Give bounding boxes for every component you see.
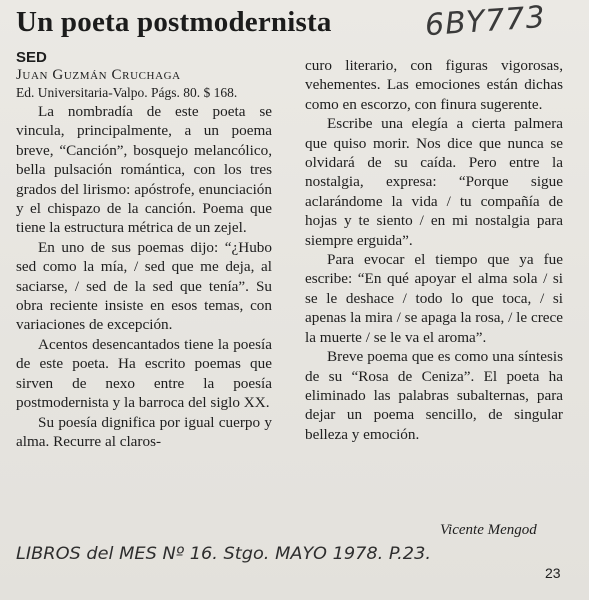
paragraph: La nombradía de este poeta se vincula, principalmente, a un poema breve, “Canción”, bosquejo melancólico, bella pulsación romántica, con los tres grados del lirismo: apóstrofe, enunciación y el chispazo de la canción. Poema que tiene la estructura métrica de un zejel. xyxy=(16,103,272,237)
right-column xyxy=(305,56,563,444)
paragraph: Breve poema que es como una síntesis de su “Rosa de Ceniza”. El poeta ha eliminado las palabras subalternas, para dejar un poema sencillo, de singular belleza y emoción. xyxy=(305,348,563,443)
left-column xyxy=(16,50,272,451)
paragraph: Escribe una elegía a cierta palmera que quiso morir. Nos dice que nunca se olvidará de su caída. Pero entre la nostalgia, expresa: “Porque sigue aclarándome la vida / tu compañía de hojas y te siento / en mi nostalgia para siempre erguida”. xyxy=(305,115,563,249)
paragraph: Para evocar el tiempo que ya fue escribe: “En qué apoyar el alma sola / si se le deshace / todo lo que toca, / si apenas la mira / se apaga la rosa, / le crece la muerte / se le va el aroma”. xyxy=(305,251,563,346)
page-number: 23 xyxy=(545,565,561,581)
handwritten-note-text: LIBROS del MES Nº 16. Stgo. MAYO 1978. P.23. xyxy=(16,544,431,564)
handwritten-catalog-number: 6BY773 xyxy=(423,0,547,44)
paragraph: Su poesía dignifica por igual cuerpo y alma. Recurre al claros- xyxy=(16,413,272,450)
paragraph: En uno de sus poemas dijo: “¿Hubo sed como la mía, / sed que me deja, al saciarse, / sed de la sed que tenía”. Su obra reciente insiste en esos temas, con variaciones de excepción. xyxy=(16,238,272,334)
paragraph-continuation: curo literario, con figuras vigorosas, vehementes. Las emociones están dichas como en escorzo, con finura sugerente. xyxy=(305,57,563,113)
book-author: Juan Guzmán Cruchaga xyxy=(16,67,181,83)
book-edition: Ed. Universitaria-Valpo. Págs. 80. $ 168. xyxy=(16,85,238,100)
article-title: Un poeta postmodernista xyxy=(16,6,332,38)
paragraph: Acentos desencantados tiene la poesía de este poeta. Ha escrito poemas que sirven de nexo entre la poesía postmodernista y la barroca del siglo XX. xyxy=(16,335,272,412)
handwritten-source-note xyxy=(16,540,436,564)
reviewer-signature: Vicente Mengod xyxy=(440,522,537,538)
book-title: SED xyxy=(16,49,47,66)
